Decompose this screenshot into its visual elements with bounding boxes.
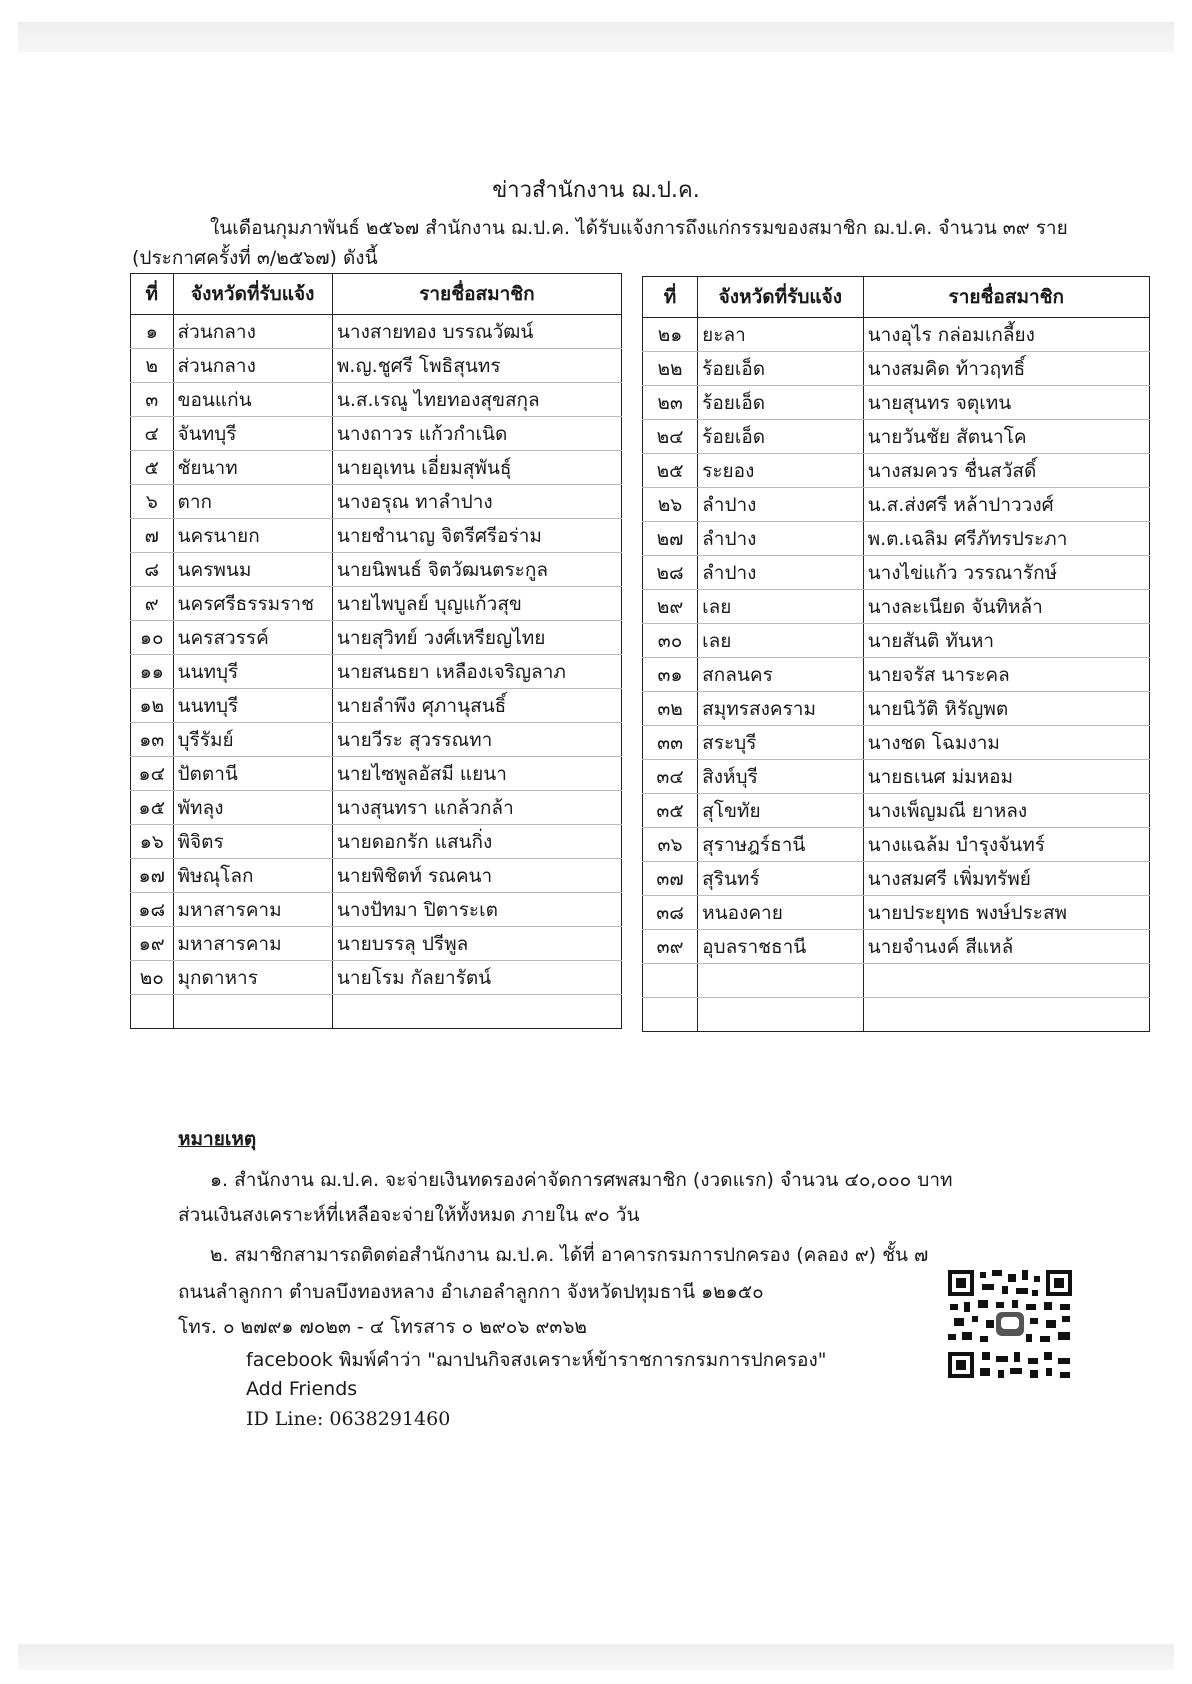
cell-province: ปัตตานี xyxy=(173,757,332,791)
cell-province: มุกดาหาร xyxy=(173,961,332,995)
cell-province: ขอนแก่น xyxy=(173,383,332,417)
cell-no xyxy=(131,995,174,1029)
cell-province: สุโขทัย xyxy=(698,794,863,828)
cell-province: นนทบุรี xyxy=(173,655,332,689)
cell-no: ๙ xyxy=(131,587,174,621)
cell-member-name: นางอุไร กล่อมเกลี้ยง xyxy=(863,318,1149,352)
cell-province: พิจิตร xyxy=(173,825,332,859)
cell-province: สิงห์บุรี xyxy=(698,760,863,794)
cell-member-name: นางแฉล้ม บำรุงจันทร์ xyxy=(863,828,1149,862)
note-2-line-1: ๒. สมาชิกสามารถติดต่อสำนักงาน ฌ.ป.ค. ได้ที่ อาคารกรมการปกครอง (คลอง ๙) ชั้น ๗ xyxy=(210,1244,929,1266)
cell-province xyxy=(698,964,863,998)
table-row xyxy=(131,757,622,791)
cell-member-name: นายจรัส นาระคล xyxy=(863,658,1149,692)
cell-province: หนองคาย xyxy=(698,896,863,930)
table-row xyxy=(643,726,1150,760)
cell-province: พิษณุโลก xyxy=(173,859,332,893)
cell-province: บุรีรัมย์ xyxy=(173,723,332,757)
cell-no: ๑๕ xyxy=(131,791,174,825)
table-row xyxy=(131,825,622,859)
cell-member-name: นายอุเทน เอี่ยมสุพันธุ์ xyxy=(332,451,621,485)
cell-member-name: นายธเนศ ม่มหอม xyxy=(863,760,1149,794)
cell-no: ๒๐ xyxy=(131,961,174,995)
cell-member-name: นายวีระ สุวรรณทา xyxy=(332,723,621,757)
cell-member-name: นายชำนาญ จิตรีศรีอร่าม xyxy=(332,519,621,553)
cell-no: ๑๐ xyxy=(131,621,174,655)
cell-member-name: นางละเนียด จันทิหล้า xyxy=(863,590,1149,624)
table-row xyxy=(131,927,622,961)
header-province: จังหวัดที่รับแจ้ง xyxy=(698,277,863,318)
cell-member-name: นางสมคิด ท้าวฤทธิ์ xyxy=(863,352,1149,386)
table-row xyxy=(643,318,1150,352)
cell-no: ๒๑ xyxy=(643,318,698,352)
cell-member-name: นางสายทอง บรรณวัฒน์ xyxy=(332,315,621,349)
cell-province: ส่วนกลาง xyxy=(173,349,332,383)
cell-province: มหาสารคาม xyxy=(173,927,332,961)
cell-province: ร้อยเอ็ด xyxy=(698,386,863,420)
cell-no xyxy=(643,964,698,998)
cell-member-name: พ.ต.เฉลิม ศรีภัทรประภา xyxy=(863,522,1149,556)
cell-province: นครสวรรค์ xyxy=(173,621,332,655)
cell-province: สกลนคร xyxy=(698,658,863,692)
header-name: รายชื่อสมาชิก xyxy=(863,277,1149,318)
header-province: จังหวัดที่รับแจ้ง xyxy=(173,274,332,315)
qr-code-icon xyxy=(946,1268,1074,1380)
scan-shadow-bottom xyxy=(18,1644,1174,1670)
cell-member-name: พ.ญ.ชูศรี โพธิสุนทร xyxy=(332,349,621,383)
note-2-line-2: ถนนลำลูกกา ตำบลบึงทองหลาง อำเภอลำลูกกา จังหวัดปทุมธานี ๑๒๑๕๐ xyxy=(178,1281,764,1303)
cell-member-name: นางปัทมา ปิตาระเต xyxy=(332,893,621,927)
table-row xyxy=(643,896,1150,930)
cell-member-name: นางไข่แก้ว วรรณารักษ์ xyxy=(863,556,1149,590)
table-row xyxy=(131,553,622,587)
cell-no: ๓๒ xyxy=(643,692,698,726)
cell-member-name: นายนิพนธ์ จิตวัฒนตระกูล xyxy=(332,553,621,587)
cell-no: ๓ xyxy=(131,383,174,417)
cell-member-name: นายไซพูลอัสมี แยนา xyxy=(332,757,621,791)
cell-no: ๓๔ xyxy=(643,760,698,794)
table-row xyxy=(131,417,622,451)
cell-no: ๓๘ xyxy=(643,896,698,930)
line-id: ID Line: 0638291460 xyxy=(246,1408,451,1430)
intro-line-2: (ประกาศครั้งที่ ๓/๒๕๖๗) ดังนี้ xyxy=(132,247,378,269)
cell-member-name: นางสมศรี เพิ่มทรัพย์ xyxy=(863,862,1149,896)
cell-member-name: นางสุนทรา แกล้วกล้า xyxy=(332,791,621,825)
cell-no: ๕ xyxy=(131,451,174,485)
cell-no: ๑๒ xyxy=(131,689,174,723)
cell-province: จันทบุรี xyxy=(173,417,332,451)
cell-member-name: นายดอกรัก แสนกิ่ง xyxy=(332,825,621,859)
table-row xyxy=(643,386,1150,420)
table-row xyxy=(643,420,1150,454)
table-row xyxy=(131,723,622,757)
note-1-line-2: ส่วนเงินสงเคราะห์ที่เหลือจะจ่ายให้ทั้งหมด ภายใน ๙๐ วัน xyxy=(178,1204,640,1226)
cell-member-name: นายโรม กัลยารัตน์ xyxy=(332,961,621,995)
cell-province: ตาก xyxy=(173,485,332,519)
header-no: ที่ xyxy=(643,277,698,318)
table-row xyxy=(643,692,1150,726)
table-row xyxy=(131,995,622,1029)
cell-province: นครพนม xyxy=(173,553,332,587)
cell-member-name: นายวันชัย สัตนาโค xyxy=(863,420,1149,454)
member-table-right xyxy=(642,276,1150,1032)
cell-member-name: นางสมควร ชื่นสวัสดิ์ xyxy=(863,454,1149,488)
table-row xyxy=(131,621,622,655)
cell-no: ๒ xyxy=(131,349,174,383)
cell-no: ๑ xyxy=(131,315,174,349)
cell-no: ๑๑ xyxy=(131,655,174,689)
cell-province: ร้อยเอ็ด xyxy=(698,352,863,386)
cell-member-name: นายพิชิตท์ รณคนา xyxy=(332,859,621,893)
cell-no: ๒๖ xyxy=(643,488,698,522)
cell-member-name: นายนิวัติ หิรัญพต xyxy=(863,692,1149,726)
cell-province: นครศรีธรรมราช xyxy=(173,587,332,621)
cell-province: เลย xyxy=(698,624,863,658)
cell-no: ๒๓ xyxy=(643,386,698,420)
table-row xyxy=(643,352,1150,386)
table-row xyxy=(643,590,1150,624)
notes-heading: หมายเหตุ xyxy=(178,1128,257,1150)
table-row xyxy=(131,791,622,825)
cell-no: ๓๖ xyxy=(643,828,698,862)
cell-member-name: นายประยุทธ พงษ์ประสพ xyxy=(863,896,1149,930)
table-row xyxy=(643,760,1150,794)
cell-member-name xyxy=(332,995,621,1029)
cell-no: ๗ xyxy=(131,519,174,553)
cell-member-name: นายบรรลุ ปรีพูล xyxy=(332,927,621,961)
table-row xyxy=(131,689,622,723)
header-name: รายชื่อสมาชิก xyxy=(332,274,621,315)
cell-province: ระยอง xyxy=(698,454,863,488)
cell-member-name: น.ส.เรณู ไทยทองสุขสกุล xyxy=(332,383,621,417)
cell-province xyxy=(173,995,332,1029)
cell-member-name: นายสุนทร จตุเทน xyxy=(863,386,1149,420)
cell-province: พัทลุง xyxy=(173,791,332,825)
table-row xyxy=(643,522,1150,556)
cell-no: ๓๓ xyxy=(643,726,698,760)
cell-no xyxy=(643,998,698,1032)
cell-no: ๘ xyxy=(131,553,174,587)
table-row xyxy=(643,454,1150,488)
cell-no: ๒๗ xyxy=(643,522,698,556)
header-no: ที่ xyxy=(131,274,174,315)
table-header-row xyxy=(131,274,622,315)
table-row xyxy=(643,794,1150,828)
table-row xyxy=(643,930,1150,964)
cell-province: ชัยนาท xyxy=(173,451,332,485)
cell-province: ส่วนกลาง xyxy=(173,315,332,349)
notes-section xyxy=(178,1124,256,1164)
cell-member-name: นางถาวร แก้วกำเนิด xyxy=(332,417,621,451)
cell-member-name: นายจำนงค์ สีแหล้ xyxy=(863,930,1149,964)
table-row xyxy=(131,383,622,417)
cell-member-name xyxy=(863,964,1149,998)
intro-line-1: ในเดือนกุมภาพันธ์ ๒๕๖๗ สำนักงาน ฌ.ป.ค. ได้รับแจ้งการถึงแก่กรรมของสมาชิก ฌ.ป.ค. จำนวน ๓๙ ราย xyxy=(210,217,1068,239)
table-row xyxy=(643,488,1150,522)
cell-province: ยะลา xyxy=(698,318,863,352)
table-row xyxy=(131,961,622,995)
cell-province: มหาสารคาม xyxy=(173,893,332,927)
note-1-line-1: ๑. สำนักงาน ฌ.ป.ค. จะจ่ายเงินทดรองค่าจัดการศพสมาชิก (งวดแรก) จำนวน ๔๐,๐๐๐ บาท xyxy=(210,1169,953,1191)
cell-member-name: นายสุวิทย์ วงศ์เหรียญไทย xyxy=(332,621,621,655)
table-row xyxy=(131,655,622,689)
cell-province xyxy=(698,998,863,1032)
cell-province: สุรินทร์ xyxy=(698,862,863,896)
cell-no: ๒๘ xyxy=(643,556,698,590)
cell-province: สมุทรสงคราม xyxy=(698,692,863,726)
cell-province: นนทบุรี xyxy=(173,689,332,723)
phone-fax: โทร. ๐ ๒๗๙๑ ๗๐๒๓ - ๔ โทรสาร ๐ ๒๙๐๖ ๙๓๖๒ xyxy=(178,1316,587,1338)
cell-province: ร้อยเอ็ด xyxy=(698,420,863,454)
member-table-left xyxy=(130,273,622,1029)
table-row xyxy=(131,587,622,621)
table-row xyxy=(131,859,622,893)
cell-no: ๓๐ xyxy=(643,624,698,658)
facebook-text: facebook พิมพ์คำว่า "ฌาปนกิจสงเคราะห์ข้าราชการกรมการปกครอง" xyxy=(246,1349,827,1371)
cell-member-name xyxy=(863,998,1149,1032)
table-row xyxy=(131,893,622,927)
table-row xyxy=(643,658,1150,692)
cell-no: ๓๕ xyxy=(643,794,698,828)
table-row xyxy=(131,519,622,553)
cell-province: ลำปาง xyxy=(698,488,863,522)
cell-province: สระบุรี xyxy=(698,726,863,760)
cell-province: เลย xyxy=(698,590,863,624)
table-row xyxy=(131,349,622,383)
table-row xyxy=(643,624,1150,658)
page-title: ข่าวสำนักงาน ฌ.ป.ค. xyxy=(492,178,700,203)
cell-no: ๑๗ xyxy=(131,859,174,893)
cell-member-name: นายลำพึง ศุภานุสนธิ์ xyxy=(332,689,621,723)
cell-member-name: นางชด โฉมงาม xyxy=(863,726,1149,760)
table-row xyxy=(643,556,1150,590)
scan-shadow-top xyxy=(18,22,1174,52)
table-row xyxy=(131,485,622,519)
cell-province: ลำปาง xyxy=(698,556,863,590)
cell-no: ๑๙ xyxy=(131,927,174,961)
cell-no: ๑๓ xyxy=(131,723,174,757)
table-row xyxy=(131,451,622,485)
cell-no: ๓๗ xyxy=(643,862,698,896)
add-friends-text: Add Friends xyxy=(246,1378,358,1400)
cell-no: ๒๒ xyxy=(643,352,698,386)
cell-no: ๑๘ xyxy=(131,893,174,927)
cell-no: ๑๔ xyxy=(131,757,174,791)
cell-no: ๑๖ xyxy=(131,825,174,859)
cell-province: ลำปาง xyxy=(698,522,863,556)
cell-member-name: นางอรุณ ทาลำปาง xyxy=(332,485,621,519)
cell-no: ๒๙ xyxy=(643,590,698,624)
cell-no: ๒๕ xyxy=(643,454,698,488)
table-row xyxy=(643,998,1150,1032)
table-row xyxy=(643,862,1150,896)
table-row xyxy=(643,964,1150,998)
cell-member-name: นายสนธยา เหลืองเจริญลาภ xyxy=(332,655,621,689)
cell-member-name: นางเพ็ญมณี ยาหลง xyxy=(863,794,1149,828)
cell-member-name: น.ส.ส่งศรี หล้าปาววงศ์ xyxy=(863,488,1149,522)
cell-province: อุบลราชธานี xyxy=(698,930,863,964)
cell-no: ๒๔ xyxy=(643,420,698,454)
cell-member-name: นายไพบูลย์ บุญแก้วสุข xyxy=(332,587,621,621)
cell-province: นครนายก xyxy=(173,519,332,553)
cell-province: สุราษฎร์ธานี xyxy=(698,828,863,862)
cell-member-name: นายสันติ ทันหา xyxy=(863,624,1149,658)
table-row xyxy=(643,828,1150,862)
table-header-row xyxy=(643,277,1150,318)
table-row xyxy=(131,315,622,349)
cell-no: ๔ xyxy=(131,417,174,451)
cell-no: ๓๙ xyxy=(643,930,698,964)
cell-no: ๖ xyxy=(131,485,174,519)
cell-no: ๓๑ xyxy=(643,658,698,692)
